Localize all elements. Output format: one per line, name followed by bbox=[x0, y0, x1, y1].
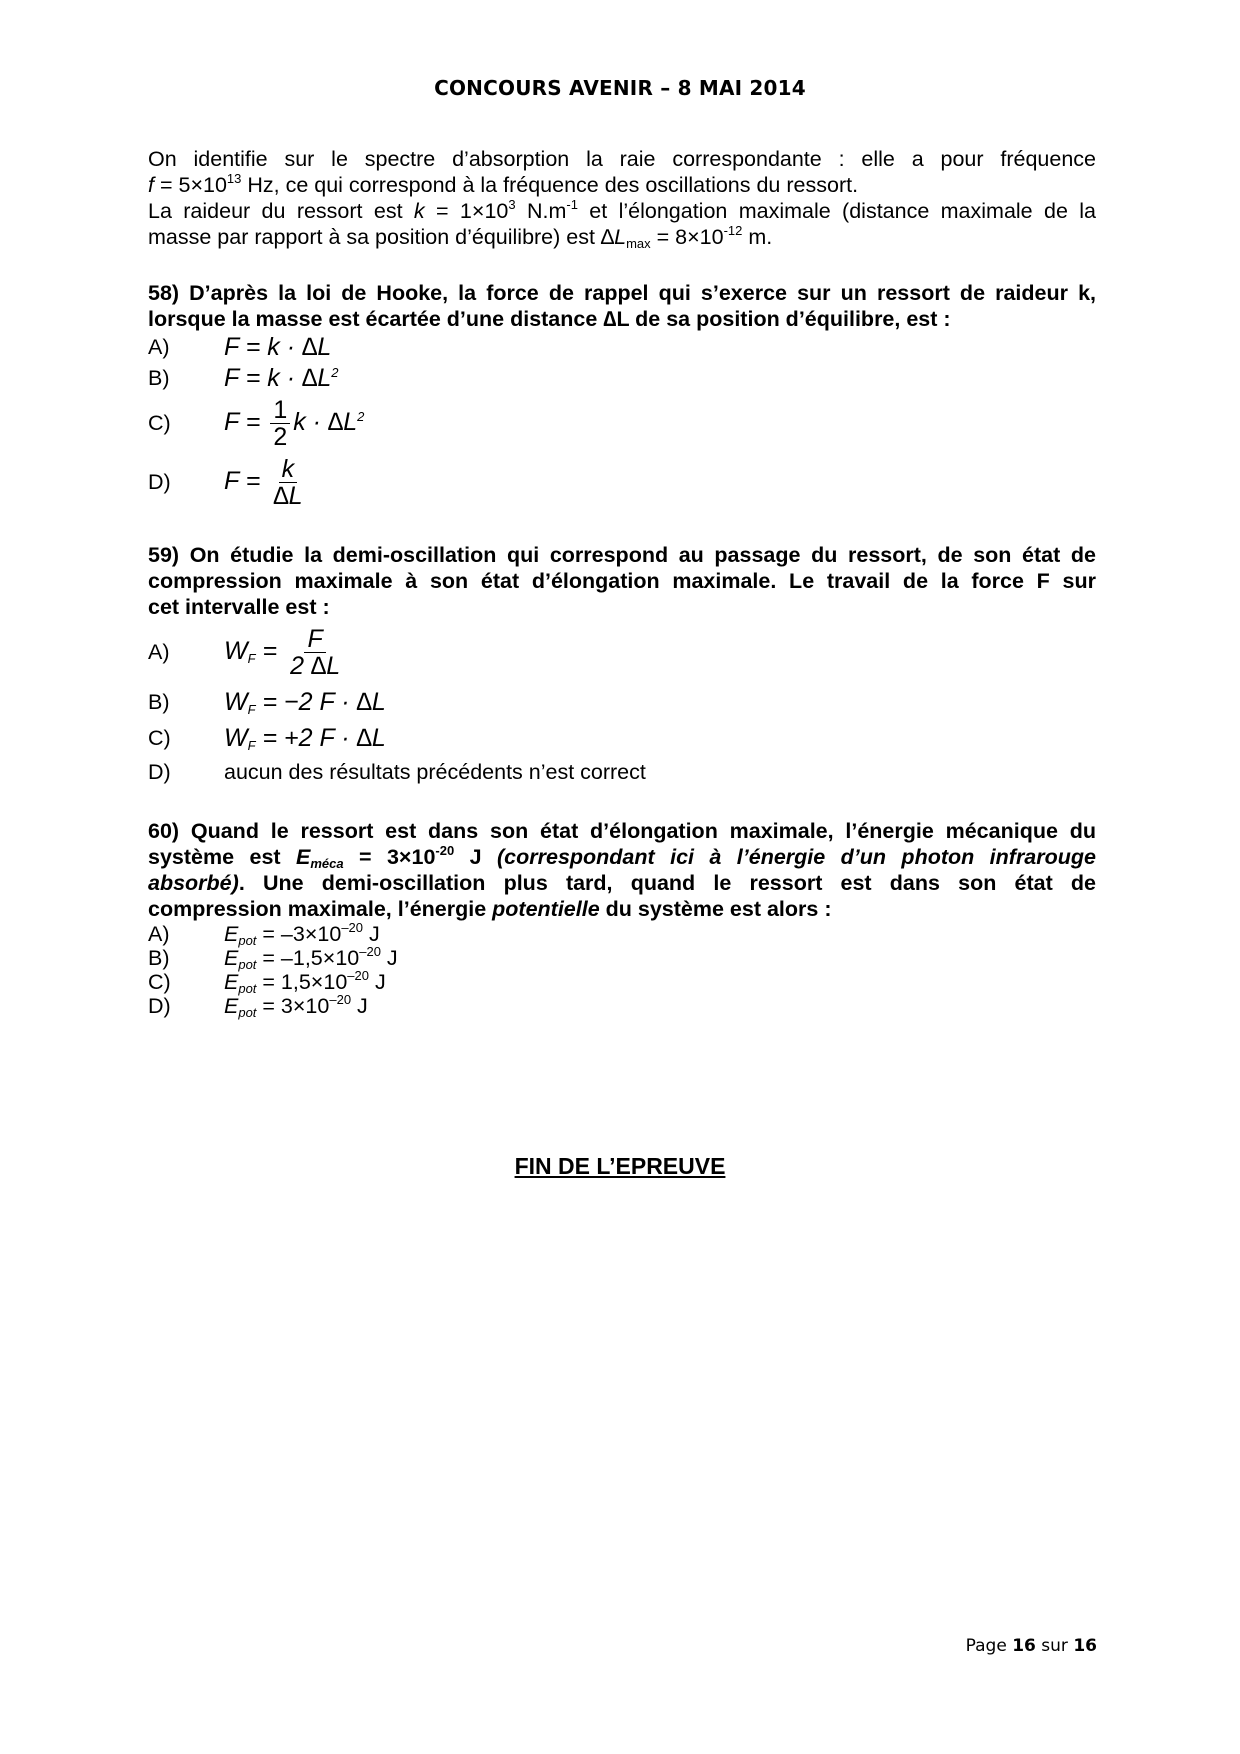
question-58 bbox=[148, 280, 1096, 332]
question-line: absorbé). Une demi-oscillation plus tard, quand le ressort est dans son état de bbox=[148, 871, 1096, 895]
question-line: lorsque la masse est écartée d’une distance ∆L de sa position d’équilibre, est : bbox=[148, 307, 951, 331]
option-c[interactable]: C) $E_{pot} = 1,5\times 10^{-20}$ J bbox=[148, 968, 386, 996]
question-line: système est $E_{méca} = 3\times 10^{-20}$ J (correspondant ici à l’énergie d’un photon infrarouge bbox=[148, 843, 1096, 871]
option-d[interactable]: D) $E_{pot} = 3\times 10^{-20}$ J bbox=[148, 992, 368, 1020]
intro-line: $f = 5\times 10^{13}$ Hz, ce qui correspond à la fréquence des oscillations du ressort. bbox=[148, 171, 859, 197]
page-header: CONCOURS AVENIR – 8 MAI 2014 bbox=[434, 76, 806, 100]
option-a[interactable]: A) $W_F$ = $\frac{F}{2 \Delta L}$ bbox=[148, 620, 1096, 684]
options-59 bbox=[148, 620, 1096, 788]
option-c[interactable]: C) F = $\frac{1}{2}$ $k \cdot \Delta L^2$ bbox=[148, 395, 365, 451]
fraction: $\frac{k}{\Delta L}$ bbox=[273, 454, 303, 510]
options-60 bbox=[148, 922, 1096, 1018]
options-58 bbox=[148, 332, 1096, 512]
question-59 bbox=[148, 542, 1096, 620]
end-of-exam-title: FIN DE L’EPREUVE bbox=[514, 1153, 726, 1179]
page-content bbox=[148, 146, 1096, 1018]
question-line: 59) On étudie la demi-oscillation qui correspond au passage du ressort, de son état de bbox=[148, 543, 1096, 567]
option-d[interactable]: D) F = $\frac{k}{\Delta L}$ bbox=[148, 452, 1096, 512]
question-line: compression maximale, l’énergie potentielle du système est alors : bbox=[148, 897, 832, 921]
option-b[interactable]: B) $F = k \cdot \Delta L^2$ bbox=[148, 364, 339, 392]
question-line: 60) Quand le ressort est dans son état d’élongation maximale, l’énergie mécanique du bbox=[148, 819, 1096, 843]
question-60 bbox=[148, 818, 1096, 922]
page-number: Page 16 sur 16 bbox=[965, 1636, 1097, 1656]
question-line: 58) D’après la loi de Hooke, la force de rappel qui s’exerce sur un ressort de raideur k, bbox=[148, 281, 1096, 305]
option-c[interactable]: C) $W_F = +2$ F · ∆L bbox=[148, 724, 386, 753]
intro-line: On identifie sur le spectre d’absorption la raie correspondante : elle a pour fréquence bbox=[148, 147, 1096, 171]
fraction: $\frac{F}{2 \Delta L}$ bbox=[290, 624, 341, 680]
option-b[interactable]: B) $E_{pot} = -1,5\times 10^{-20}$ J bbox=[148, 944, 398, 972]
option-b[interactable]: B) $W_F = -2$ F · ∆L bbox=[148, 688, 386, 717]
option-a[interactable]: A) F = k · ∆L bbox=[148, 333, 332, 361]
fraction: $\frac{1}{2}$ bbox=[270, 397, 290, 450]
intro-line: masse par rapport à sa position d’équilibre) est $\Delta L_{max} = 8\times 10^{-12}$ m. bbox=[148, 223, 773, 251]
intro-line: La raideur du ressort est $k = 1\times 10^3$ $N.m^{-1}$ et l’élongation maximale (distance maximale de la bbox=[148, 197, 1097, 223]
option-a[interactable]: A) $E_{pot} = -3\times 10^{-20}$ J bbox=[148, 920, 380, 948]
question-line: cet intervalle est : bbox=[148, 595, 330, 619]
question-line: compression maximale à son état d’élongation maximale. Le travail de la force F sur bbox=[148, 569, 1096, 593]
option-d[interactable]: D) aucun des résultats précédents n’est correct bbox=[148, 760, 646, 784]
intro-paragraph bbox=[148, 146, 1096, 250]
